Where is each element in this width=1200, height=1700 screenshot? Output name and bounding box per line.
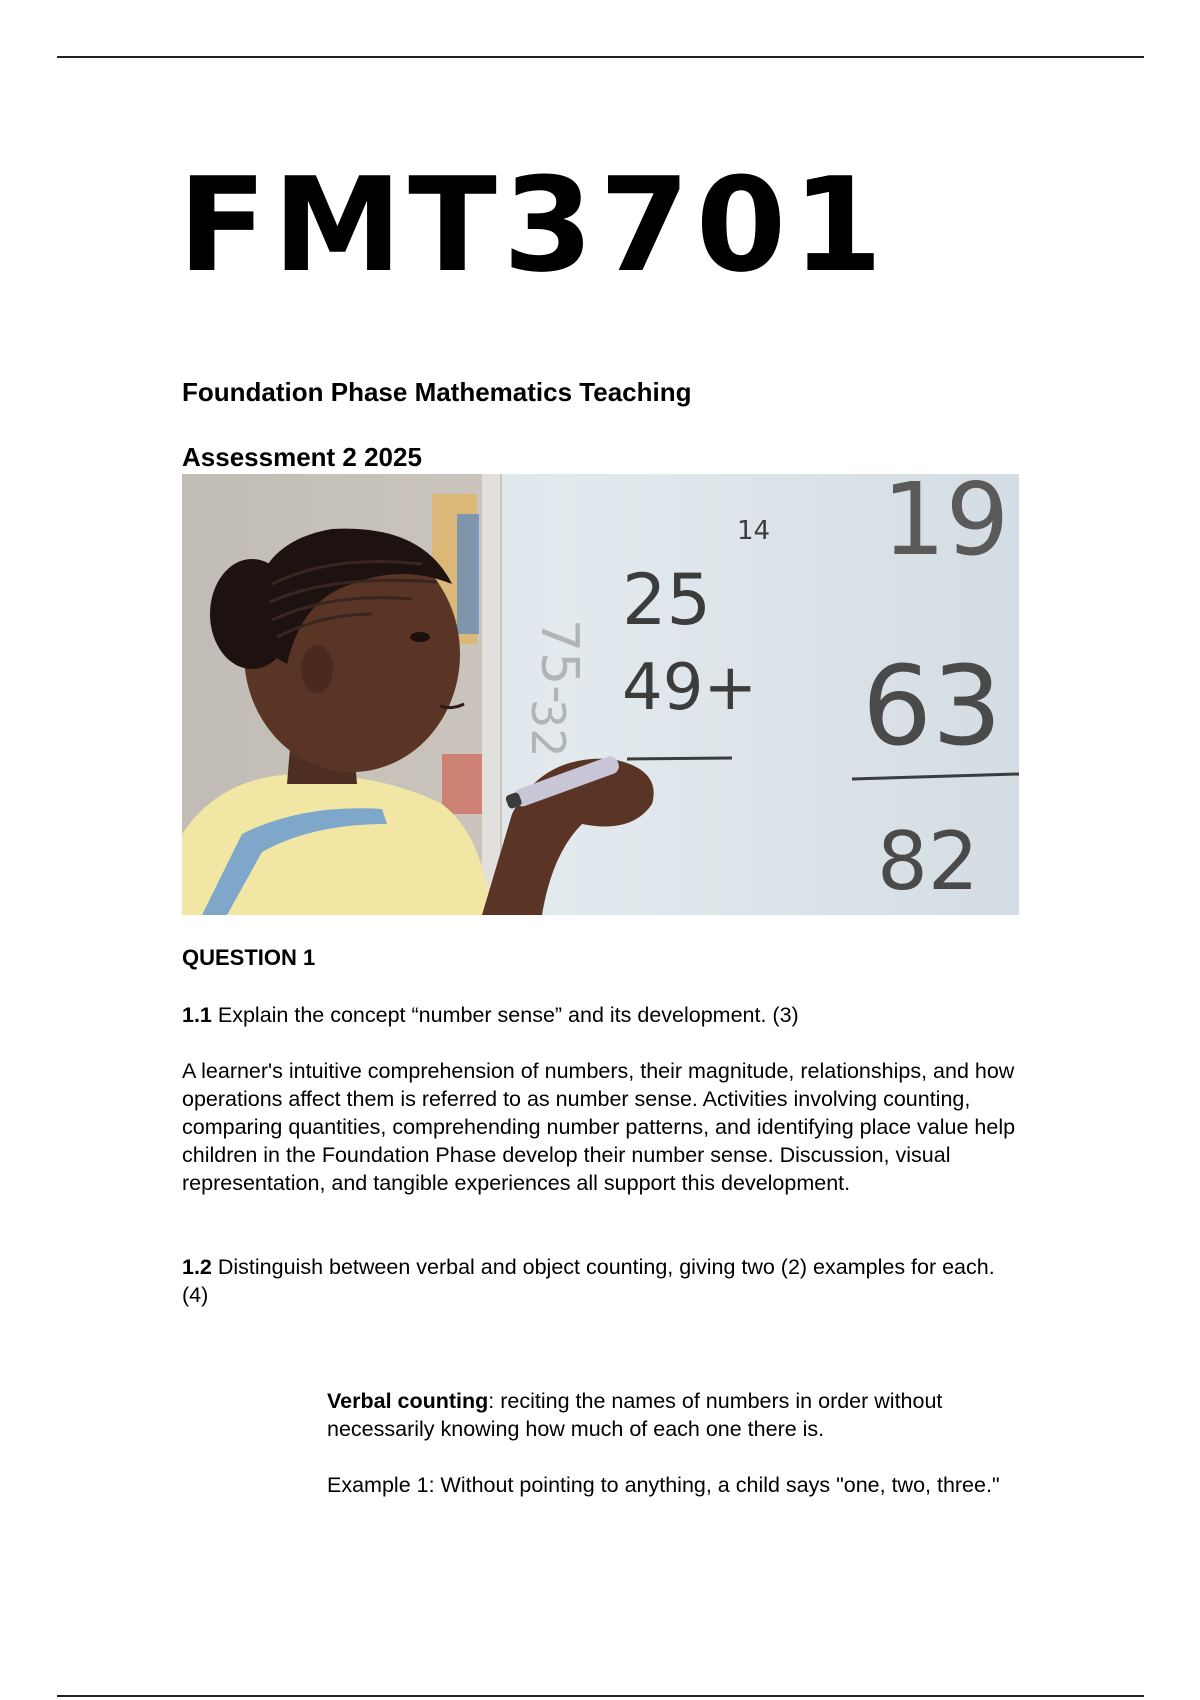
wb-number: 75-	[529, 619, 589, 704]
top-rule	[57, 56, 1144, 58]
cover-photo	[182, 474, 1019, 915]
answer-1-1: A learner's intuitive comprehension of numbers, their magnitude, relationships, and how operations affect them is referred to as number sense. Activities involving counting, comparing quantities, comprehending number patterns, and identifying place value help children in the Foundation Phase develop their number sense. Discussion, visual representation, and tangible experiences all support this development.	[182, 1059, 1016, 1195]
verbal-counting-definition	[327, 1387, 1027, 1443]
wb-number: 25	[622, 559, 712, 641]
wb-number: 82	[877, 815, 979, 908]
question-text: Distinguish between verbal and object counting, giving two (2) examples for each. (4)	[182, 1255, 995, 1307]
wb-number: 19	[882, 474, 1010, 578]
question-1-1	[182, 1001, 1032, 1029]
wb-number: 49+	[622, 651, 758, 725]
wb-number: 63	[862, 642, 1002, 770]
course-code: FMT3701	[178, 149, 889, 301]
question-text: Explain the concept “number sense” and its development. (3)	[217, 1003, 799, 1027]
term: Verbal counting	[327, 1389, 489, 1413]
question-1-2	[182, 1253, 1022, 1309]
bottom-rule	[57, 1695, 1144, 1697]
question-number: 1.1	[182, 1003, 212, 1027]
question-number: 1.2	[182, 1255, 212, 1279]
course-title: Foundation Phase Mathematics Teaching	[182, 377, 692, 407]
wb-number: 32	[521, 699, 575, 758]
question-heading: QUESTION 1	[182, 945, 316, 970]
wb-number: 14	[737, 516, 771, 546]
assessment-title: Assessment 2 2025	[182, 442, 422, 472]
definition-text: : reciting the names of numbers in order without necessarily knowing how much of each one there is.	[327, 1389, 943, 1441]
verbal-example-1: Example 1: Without pointing to anything, a child says "one, two, three."	[327, 1473, 1000, 1497]
